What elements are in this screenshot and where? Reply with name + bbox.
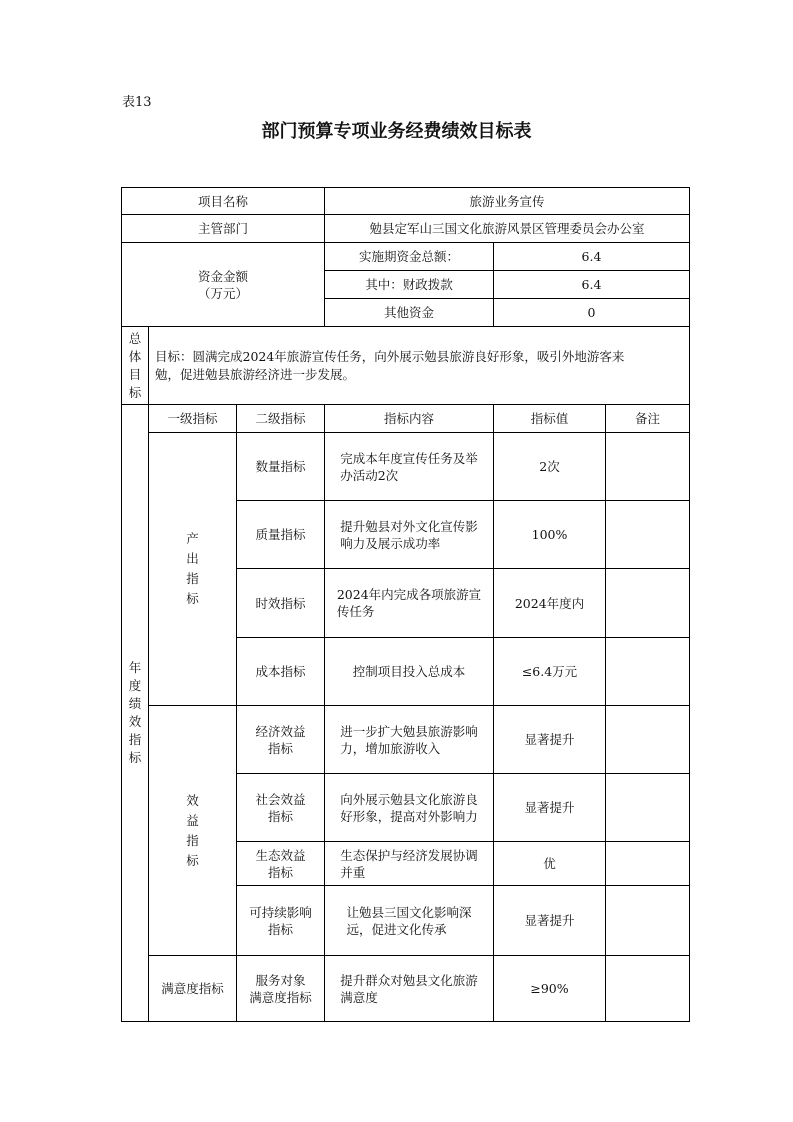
- overall-goal-row: [122, 327, 690, 405]
- indicator-value: 显著提升: [494, 886, 606, 956]
- benefit-indicator-label: 效益指标: [149, 706, 237, 956]
- indicator-l2: 可持续影响 指标: [237, 886, 325, 956]
- header-value: 指标值: [494, 405, 606, 433]
- indicator-content: 让勉县三国文化影响深 远，促进文化传承: [325, 886, 494, 956]
- header-remark: 备注: [606, 405, 690, 433]
- satisfaction-indicator-label: 满意度指标: [149, 956, 237, 1022]
- indicator-content: 完成本年度宣传任务及举 办活动2次: [325, 433, 494, 501]
- indicator-remark: [606, 638, 690, 706]
- indicator-l2: 生态效益 指标: [237, 842, 325, 886]
- indicator-l2: 质量指标: [237, 501, 325, 569]
- output-indicator-label: 产出指标: [149, 433, 237, 706]
- table-number: 表13: [122, 95, 152, 110]
- funds-row-total: [122, 243, 690, 271]
- department-value: 勉县定军山三国文化旅游风景区管理委员会办公室: [325, 215, 690, 243]
- indicator-value: 显著提升: [494, 774, 606, 842]
- indicator-value: 2次: [494, 433, 606, 501]
- indicator-remark: [606, 501, 690, 569]
- indicator-remark: [606, 886, 690, 956]
- indicator-remark: [606, 956, 690, 1022]
- header-content: 指标内容: [325, 405, 494, 433]
- funds-total-value: 6.4: [494, 243, 690, 271]
- overall-goal-text: [149, 327, 690, 405]
- header-level1: 一级指标: [149, 405, 237, 433]
- indicator-remark: [606, 433, 690, 501]
- header-row: [122, 405, 690, 433]
- funds-other-label: 其他资金: [325, 299, 494, 327]
- funds-total-label: 实施期资金总额：: [325, 243, 494, 271]
- table-row: [122, 956, 690, 1022]
- indicator-value: ≥90%: [494, 956, 606, 1022]
- indicator-value: ≤6.4万元: [494, 638, 606, 706]
- indicator-l2: 经济效益 指标: [237, 706, 325, 774]
- indicator-content: 2024年内完成各项旅游宣 传任务: [325, 569, 494, 638]
- indicator-content: 提升群众对勉县文化旅游 满意度: [325, 956, 494, 1022]
- project-row: [122, 188, 690, 215]
- table-row: [122, 433, 690, 501]
- department-row: [122, 215, 690, 243]
- funds-label-line2: （万元）: [197, 285, 248, 301]
- header-level2: 二级指标: [237, 405, 325, 433]
- indicator-l2: 数量指标: [237, 433, 325, 501]
- annual-indicator-label: 年度绩效指标: [122, 405, 149, 1022]
- page-title: 部门预算专项业务经费绩效目标表: [261, 121, 532, 142]
- indicator-value: 100%: [494, 501, 606, 569]
- indicator-content: 向外展示勉县文化旅游良 好形象，提高对外影响力: [325, 774, 494, 842]
- overall-goal-text-line1: 目标：圆满完成2024年旅游宣传任务，向外展示勉县旅游良好形象，吸引外地游客来: [155, 348, 625, 364]
- indicator-content: 进一步扩大勉县旅游影响 力，增加旅游收入: [325, 706, 494, 774]
- overall-goal-label: 总体目标: [122, 327, 149, 405]
- indicator-value: 2024年度内: [494, 569, 606, 638]
- overall-goal-text-line2: 勉，促进勉县旅游经济进一步发展。: [155, 366, 356, 382]
- funds-label: [122, 243, 325, 327]
- indicator-remark: [606, 569, 690, 638]
- project-label: 项目名称: [122, 188, 325, 215]
- indicator-l2: 成本指标: [237, 638, 325, 706]
- indicator-remark: [606, 774, 690, 842]
- indicator-content: 生态保护与经济发展协调 并重: [325, 842, 494, 886]
- indicator-content: 提升勉县对外文化宣传影 响力及展示成功率: [325, 501, 494, 569]
- funds-label-line1: 资金金额: [197, 268, 248, 284]
- table-row: [122, 706, 690, 774]
- indicator-l2: 社会效益 指标: [237, 774, 325, 842]
- department-label: 主管部门: [122, 215, 325, 243]
- indicator-remark: [606, 706, 690, 774]
- indicator-l2: 服务对象 满意度指标: [237, 956, 325, 1022]
- indicator-value: 优: [494, 842, 606, 886]
- indicator-l2: 时效指标: [237, 569, 325, 638]
- indicator-value: 显著提升: [494, 706, 606, 774]
- performance-table: [121, 187, 690, 1022]
- funds-other-value: 0: [494, 299, 690, 327]
- project-value: 旅游业务宣传: [325, 188, 690, 215]
- indicator-remark: [606, 842, 690, 886]
- funds-fiscal-label: 其中：财政拨款: [325, 271, 494, 299]
- funds-fiscal-value: 6.4: [494, 271, 690, 299]
- indicator-content: 控制项目投入总成本: [325, 638, 494, 706]
